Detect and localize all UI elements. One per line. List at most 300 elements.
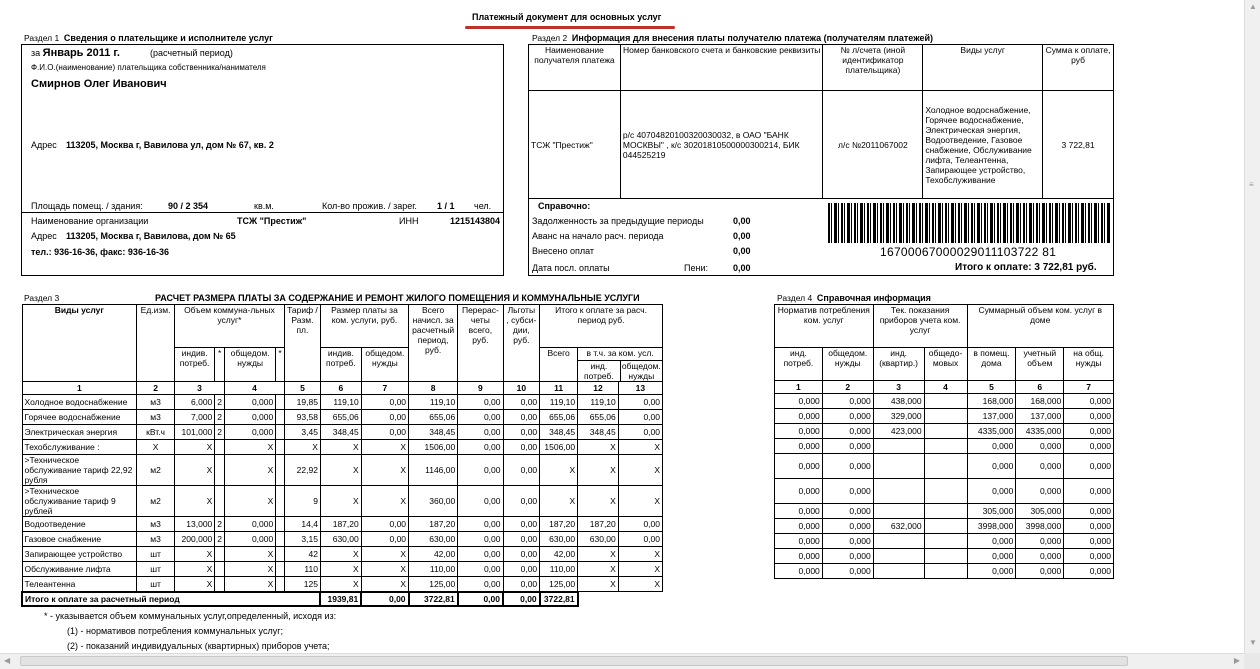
total-value: 1939,81: [320, 592, 361, 606]
value-cell: 0,00: [503, 440, 540, 455]
h-benefit: Льготы , субси-дии, руб.: [503, 305, 540, 382]
unit-cell: м3: [137, 410, 175, 425]
value-cell: 630,00: [409, 532, 458, 547]
value-cell: 0,000: [822, 454, 873, 479]
unit-cell: шт: [137, 562, 175, 577]
value-cell: 0,000: [967, 564, 1016, 579]
volume-common-cell: X: [225, 577, 276, 592]
table-row: [775, 409, 1114, 424]
sum-header: Сумма к оплате, руб: [1043, 45, 1114, 91]
total-label: Итого к оплате за расчетный период: [22, 592, 320, 606]
recipient-header: Наименование получателя платежа: [529, 45, 621, 91]
volume-star2-cell: [276, 562, 285, 577]
value-cell: X: [361, 455, 408, 486]
total-row: [22, 592, 663, 606]
h-services: Виды услуг: [22, 305, 137, 382]
col-number: 3: [174, 382, 224, 395]
volume-star2-cell: [276, 455, 285, 486]
value-cell: 42: [284, 547, 320, 562]
value-cell: 0,00: [361, 410, 408, 425]
scroll-down-icon[interactable]: ▼: [1249, 638, 1257, 647]
peni-label: Пени:: [684, 263, 708, 273]
value-cell: 0,000: [775, 424, 823, 439]
value-cell: 360,00: [409, 486, 458, 517]
scroll-left-icon[interactable]: ◀: [4, 656, 11, 665]
vertical-scrollbar[interactable]: [1244, 0, 1260, 653]
table-row: [22, 577, 663, 592]
section4-title: Справочная информация: [816, 293, 931, 303]
section1-header: [24, 33, 273, 43]
value-cell: 0,000: [775, 409, 823, 424]
section1-num: Раздел 1: [24, 33, 60, 43]
col-number: 7: [361, 382, 408, 395]
period-line: [31, 47, 120, 59]
volume-indiv-cell: X: [174, 547, 214, 562]
value-cell: X: [320, 562, 361, 577]
period-value: Январь 2011 г.: [42, 47, 120, 59]
value-cell: 187,20: [540, 517, 578, 532]
value-cell: 0,00: [618, 517, 662, 532]
account-number: л/с №2011067002: [823, 91, 923, 199]
value-cell: 0,000: [1016, 454, 1064, 479]
volume-star-cell: 2: [215, 395, 225, 410]
table-row: [22, 455, 663, 486]
col-number: 13: [618, 382, 662, 395]
document-title: Платежный документ для основных услуг: [472, 12, 662, 22]
payer-address: 113205, Москва г, Вавилова ул, дом № 67, кв. 2: [66, 140, 274, 150]
value-cell: 187,20: [578, 517, 619, 532]
volume-common-cell: 0,000: [225, 395, 276, 410]
bank-header: Номер банковского счета и банковские реквизиты: [620, 45, 823, 91]
debt-label: Задолженность за предыдущие периоды: [532, 216, 704, 226]
value-cell: X: [540, 486, 578, 517]
volume-indiv-cell: 6,000: [174, 395, 214, 410]
value-cell: 0,00: [503, 532, 540, 547]
value-cell: 93,58: [284, 410, 320, 425]
h-meter: Тек. показания приборов учета ком. услуг: [873, 305, 967, 348]
value-cell: 0,000: [775, 394, 823, 409]
value-cell: 0,000: [775, 534, 823, 549]
unit-cell: м3: [137, 517, 175, 532]
h4-1: инд. потреб.: [775, 348, 823, 381]
residents-value: 1 / 1: [437, 201, 455, 211]
volume-star-cell: 2: [215, 425, 225, 440]
value-cell: 0,000: [775, 519, 823, 534]
section1-title: Сведения о плательщике и исполнителе услуг: [63, 33, 273, 43]
volume-indiv-cell: X: [174, 440, 214, 455]
value-cell: 348,45: [409, 425, 458, 440]
value-cell: X: [578, 486, 619, 517]
value-cell: 0,000: [967, 454, 1016, 479]
value-cell: X: [618, 562, 662, 577]
paid-value: 0,00: [733, 246, 751, 256]
service-name: Телеантенна: [22, 577, 137, 592]
value-cell: 0,000: [1016, 479, 1064, 504]
col-number: 1: [775, 381, 823, 394]
bank-details: р/с 40704820100320030032, в ОАО "БАНК МОСКВЫ" , к/с 30201810500000300214, БИК 044525219: [620, 91, 823, 199]
value-cell: 119,10: [578, 395, 619, 410]
value-cell: 0,000: [1016, 564, 1064, 579]
value-cell: [924, 564, 967, 579]
value-cell: 0,000: [1064, 549, 1114, 564]
section2-title: Информация для внесения платы получателю платежа (получателям платежей): [571, 33, 933, 43]
unit-cell: м3: [137, 395, 175, 410]
services-header: Виды услуг: [923, 45, 1043, 91]
volume-star-cell: [215, 577, 225, 592]
value-cell: 0,00: [618, 410, 662, 425]
horizontal-scroll-thumb[interactable]: [20, 656, 1128, 666]
payer-name: Смирнов Олег Иванович: [31, 78, 167, 90]
service-name: Горячее водоснабжение: [22, 410, 137, 425]
value-cell: 0,00: [503, 577, 540, 592]
value-cell: 4335,000: [1016, 424, 1064, 439]
scroll-up-icon[interactable]: ▲: [1249, 2, 1257, 11]
value-cell: 125,00: [409, 577, 458, 592]
value-cell: 42,00: [409, 547, 458, 562]
h-pay-com: общедом. нужды: [361, 348, 408, 382]
value-cell: 0,00: [458, 395, 503, 410]
volume-common-cell: 0,000: [225, 532, 276, 547]
volume-indiv-cell: X: [174, 562, 214, 577]
h4-3: инд. (квартир.): [873, 348, 924, 381]
value-cell: [924, 424, 967, 439]
h-tariff: Тариф / Разм. пл.: [284, 305, 320, 382]
value-cell: 0,000: [1064, 424, 1114, 439]
service-name: Запирающее устройство: [22, 547, 137, 562]
h4-2: общедом. нужды: [822, 348, 873, 381]
value-cell: 187,20: [409, 517, 458, 532]
value-cell: 0,00: [503, 425, 540, 440]
value-cell: 0,000: [822, 564, 873, 579]
value-cell: 0,00: [503, 410, 540, 425]
value-cell: [873, 549, 924, 564]
area-value: 90 / 2 354: [168, 201, 209, 211]
section4-num: Раздел 4: [777, 293, 813, 303]
value-cell: 0,00: [458, 486, 503, 517]
volume-indiv-cell: X: [174, 577, 214, 592]
col-number: 3: [873, 381, 924, 394]
footnote-1: * - указывается объем коммунальных услуг,определенный, исходя из:: [44, 611, 337, 621]
volume-common-cell: 0,000: [225, 517, 276, 532]
value-cell: 168,000: [967, 394, 1016, 409]
value-cell: 0,00: [361, 517, 408, 532]
value-cell: 14,4: [284, 517, 320, 532]
value-cell: 0,000: [775, 504, 823, 519]
value-cell: X: [361, 562, 408, 577]
table-row: [22, 517, 663, 532]
value-cell: [924, 549, 967, 564]
value-cell: 0,00: [503, 562, 540, 577]
value-cell: 0,00: [503, 395, 540, 410]
value-cell: X: [361, 486, 408, 517]
unit-cell: м3: [137, 532, 175, 547]
col-number: 1: [22, 382, 137, 395]
value-cell: 0,000: [1064, 439, 1114, 454]
table-row: [775, 394, 1114, 409]
value-cell: 0,00: [458, 455, 503, 486]
value-cell: X: [320, 440, 361, 455]
value-cell: 0,00: [361, 425, 408, 440]
value-cell: 0,00: [618, 425, 662, 440]
volume-star2-cell: [276, 532, 285, 547]
volume-indiv-cell: 200,000: [174, 532, 214, 547]
h4-6: учетный объем: [1016, 348, 1064, 381]
value-cell: 119,10: [409, 395, 458, 410]
value-cell: 0,00: [503, 486, 540, 517]
value-cell: X: [618, 455, 662, 486]
h-pay: Размер платы за ком. услуги, руб.: [320, 305, 408, 348]
h4-7: на общ. нужды: [1064, 348, 1114, 381]
value-cell: 0,000: [775, 479, 823, 504]
value-cell: X: [361, 547, 408, 562]
org-phone: тел.: 936-16-36, факс: 936-16-36: [31, 247, 169, 257]
value-cell: [924, 394, 967, 409]
value-cell: [873, 504, 924, 519]
value-cell: 0,00: [361, 395, 408, 410]
paid-label: Внесено оплат: [532, 246, 595, 256]
value-cell: 0,000: [822, 504, 873, 519]
h-pay-ind: индив. потреб.: [320, 348, 361, 382]
unit-cell: кВт.ч: [137, 425, 175, 440]
value-cell: X: [578, 577, 619, 592]
value-cell: 1506,00: [409, 440, 458, 455]
barcode-image: [828, 203, 1110, 243]
value-cell: 305,000: [967, 504, 1016, 519]
col-number: 6: [1016, 381, 1064, 394]
total-value: 0,00: [503, 592, 540, 606]
h-indiv: индив. потреб.: [174, 348, 214, 382]
h-star: *: [215, 348, 225, 382]
h-inc-com: общедом. нужды: [621, 361, 661, 381]
value-cell: 0,000: [822, 479, 873, 504]
value-cell: 1146,00: [409, 455, 458, 486]
footnote-3: (2) - показаний индивидуальных (квартирных) приборов учета;: [67, 641, 330, 651]
h-all: Всего: [540, 348, 578, 382]
value-cell: [924, 439, 967, 454]
value-cell: 0,000: [1064, 519, 1114, 534]
value-cell: 0,00: [458, 517, 503, 532]
value-cell: 0,00: [458, 425, 503, 440]
table-row: [22, 395, 663, 410]
total-value: 0,00: [361, 592, 408, 606]
volume-star-cell: 2: [215, 517, 225, 532]
col-number: 2: [137, 382, 175, 395]
value-cell: [924, 534, 967, 549]
volume-star2-cell: [276, 517, 285, 532]
volume-common-cell: X: [225, 547, 276, 562]
value-cell: X: [618, 440, 662, 455]
table-row: [22, 547, 663, 562]
value-cell: 125: [284, 577, 320, 592]
recipient-table: [528, 44, 1114, 199]
volume-common-cell: X: [225, 455, 276, 486]
value-cell: 655,06: [409, 410, 458, 425]
value-cell: 0,000: [822, 409, 873, 424]
value-cell: [924, 479, 967, 504]
value-cell: 0,000: [822, 394, 873, 409]
volume-star2-cell: [276, 440, 285, 455]
value-cell: X: [578, 547, 619, 562]
residents-label: Кол-во прожив. / зарег.: [322, 201, 417, 211]
table-row: [22, 425, 663, 440]
value-cell: 305,000: [1016, 504, 1064, 519]
table-row: [775, 424, 1114, 439]
period-for-label: за: [31, 48, 41, 58]
unit-cell: м2: [137, 486, 175, 517]
value-cell: 0,000: [1064, 534, 1114, 549]
volume-indiv-cell: X: [174, 455, 214, 486]
value-cell: 0,000: [1064, 504, 1114, 519]
value-cell: 423,000: [873, 424, 924, 439]
value-cell: [924, 519, 967, 534]
reference-table: [774, 304, 1114, 579]
value-cell: 0,000: [1064, 394, 1114, 409]
table-row: [775, 479, 1114, 504]
reference-title: Справочно:: [538, 201, 591, 211]
value-cell: 0,000: [822, 439, 873, 454]
value-cell: 0,000: [1064, 454, 1114, 479]
value-cell: X: [618, 577, 662, 592]
h-common: общедом. нужды: [225, 348, 276, 382]
value-cell: X: [618, 547, 662, 562]
volume-common-cell: 0,000: [225, 425, 276, 440]
value-cell: 630,00: [320, 532, 361, 547]
section2-num: Раздел 2: [532, 33, 568, 43]
scroll-right-icon[interactable]: ▶: [1233, 656, 1240, 665]
service-name: Газовое снабжение: [22, 532, 137, 547]
value-cell: X: [320, 455, 361, 486]
col-number: 8: [409, 382, 458, 395]
value-cell: [924, 504, 967, 519]
value-cell: 0,000: [1016, 534, 1064, 549]
value-cell: X: [361, 440, 408, 455]
account-header: № л/счета (иной идентификатор плательщика): [823, 45, 923, 91]
value-cell: 9: [284, 486, 320, 517]
value-cell: X: [284, 440, 320, 455]
value-cell: 0,000: [1016, 439, 1064, 454]
last-payment-label: Дата посл. оплаты: [532, 263, 610, 273]
service-name: >Техническое обслуживание тариф 9 рублей: [22, 486, 137, 517]
h-sum: Суммарный объем ком. услуг в доме: [967, 305, 1114, 348]
value-cell: 630,00: [540, 532, 578, 547]
service-name: Электрическая энергия: [22, 425, 137, 440]
unit-cell: X: [137, 440, 175, 455]
h-unit: Ед.изм.: [137, 305, 175, 382]
value-cell: 19,85: [284, 395, 320, 410]
value-cell: [873, 439, 924, 454]
col-number: 9: [458, 382, 503, 395]
advance-value: 0,00: [733, 231, 751, 241]
value-cell: 0,000: [775, 564, 823, 579]
volume-star-cell: 2: [215, 410, 225, 425]
horizontal-scrollbar[interactable]: [0, 653, 1244, 669]
value-cell: 0,000: [1064, 564, 1114, 579]
advance-label: Аванс на начало расч. периода: [532, 231, 664, 241]
h-recalc: Перерас-четы всего, руб.: [458, 305, 503, 382]
value-cell: 0,00: [458, 547, 503, 562]
h-incl-label: в т.ч. за ком. усл.: [586, 348, 654, 358]
value-cell: 438,000: [873, 394, 924, 409]
scroll-corner: [1244, 653, 1260, 669]
value-cell: 110,00: [540, 562, 578, 577]
value-cell: 348,45: [540, 425, 578, 440]
value-cell: 0,000: [822, 519, 873, 534]
value-cell: 632,000: [873, 519, 924, 534]
value-cell: 0,000: [775, 454, 823, 479]
col-number: 5: [967, 381, 1016, 394]
value-cell: 0,00: [458, 532, 503, 547]
value-cell: 0,000: [1016, 549, 1064, 564]
peni-value: 0,00: [733, 263, 751, 273]
value-cell: 0,000: [967, 439, 1016, 454]
section3-num: Раздел 3: [24, 293, 60, 303]
h-inc-ind: инд. потреб.: [578, 361, 620, 381]
col-number: 10: [503, 382, 540, 395]
fio-label: Ф.И.О.(наименование) плательщика собственника/нанимателя: [31, 63, 266, 72]
table-row: [775, 519, 1114, 534]
volume-star2-cell: [276, 410, 285, 425]
volume-star-cell: 2: [215, 532, 225, 547]
org-address-label: Адрес: [31, 231, 57, 241]
volume-star-cell: [215, 562, 225, 577]
volume-star-cell: [215, 547, 225, 562]
org-label: Наименование организации: [31, 216, 149, 226]
value-cell: 42,00: [540, 547, 578, 562]
section3-header: [24, 293, 59, 303]
value-cell: X: [540, 455, 578, 486]
value-cell: 0,000: [967, 549, 1016, 564]
value-cell: 119,10: [540, 395, 578, 410]
value-cell: [873, 534, 924, 549]
table-row: [775, 439, 1114, 454]
volume-indiv-cell: 101,000: [174, 425, 214, 440]
value-cell: 0,00: [361, 532, 408, 547]
value-cell: 22,92: [284, 455, 320, 486]
section3-title: РАСЧЕТ РАЗМЕРА ПЛАТЫ ЗА СОДЕРЖАНИЕ И РЕМОНТ ЖИЛОГО ПОМЕЩЕНИЯ И КОММУНАЛЬНЫЕ УСЛУГИ: [155, 293, 640, 303]
volume-star-cell: [215, 455, 225, 486]
volume-star-cell: [215, 486, 225, 517]
value-cell: 348,45: [578, 425, 619, 440]
section2-header: [532, 33, 933, 43]
value-cell: 3,45: [284, 425, 320, 440]
value-cell: 655,06: [578, 410, 619, 425]
value-cell: [924, 454, 967, 479]
value-cell: [873, 564, 924, 579]
value-cell: X: [361, 577, 408, 592]
total-value: 0,00: [458, 592, 503, 606]
value-cell: 137,000: [967, 409, 1016, 424]
value-cell: 0,000: [1064, 409, 1114, 424]
value-cell: 110: [284, 562, 320, 577]
area-label: Площадь помещ. / здания:: [31, 201, 143, 211]
value-cell: X: [578, 440, 619, 455]
service-name: Техобслуживание :: [22, 440, 137, 455]
value-cell: 0,000: [775, 549, 823, 564]
value-cell: 348,45: [320, 425, 361, 440]
volume-star2-cell: [276, 486, 285, 517]
table-row: [22, 532, 663, 547]
services-list: Холодное водоснабжение, Горячее водоснабжение, Электрическая энергия, Водоотведение, Газовое снабжение, Обслуживание лифта, Телеантенна, Запирающее устройство, Техобслуживание: [923, 91, 1043, 199]
scroll-grip-icon[interactable]: ≡: [1249, 180, 1254, 189]
value-cell: X: [578, 562, 619, 577]
value-cell: 0,00: [458, 577, 503, 592]
value-cell: 0,000: [967, 534, 1016, 549]
col-number: 4: [225, 382, 285, 395]
value-cell: 0,00: [458, 440, 503, 455]
value-cell: X: [618, 486, 662, 517]
value-cell: X: [578, 455, 619, 486]
value-cell: 3998,000: [967, 519, 1016, 534]
